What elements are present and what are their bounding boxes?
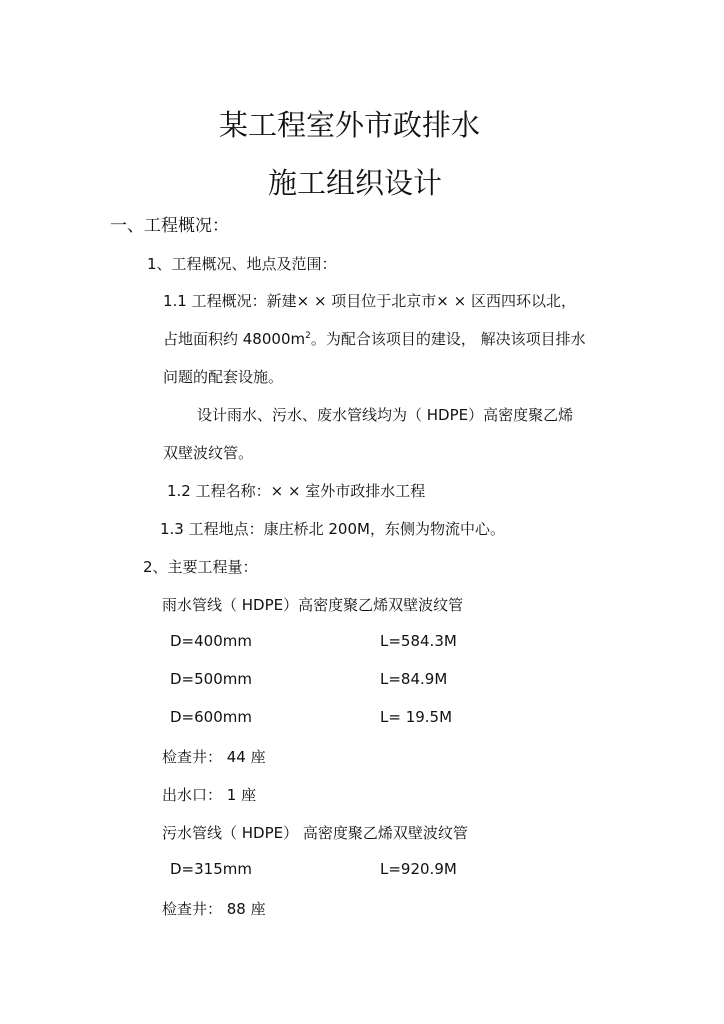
- sub2-heading: 2、主要工程量：: [143, 558, 258, 576]
- rain-row-2-length: L=84.9M: [380, 670, 448, 688]
- p11-line2: [163, 328, 586, 349]
- p11-line1: 1.1 工程概况：新建× × 项目位于北京市× × 区西四环以北，: [163, 292, 576, 310]
- p11-line2-superscript: 2: [305, 331, 311, 341]
- p11-line3: 问题的配套设施。: [163, 368, 284, 386]
- outlet-count: 出水口： 1 座: [162, 786, 257, 804]
- sewage-wells: 检查井： 88 座: [162, 900, 266, 918]
- doc-title-line1: 某工程室外市政排水: [219, 108, 481, 142]
- rain-wells: 检查井： 44 座: [162, 748, 266, 766]
- p11-line2-part-a: 占地面积约 48000m: [163, 330, 306, 348]
- rain-row-3-length: L= 19.5M: [380, 708, 453, 726]
- rain-pipe-heading: 雨水管线（ HDPE）高密度聚乙烯双壁波纹管: [162, 596, 464, 614]
- section1-heading: 一、工程概况：: [110, 216, 229, 236]
- sewage-pipe-heading: 污水管线（ HDPE） 高密度聚乙烯双壁波纹管: [162, 824, 468, 842]
- design-line1: 设计雨水、污水、废水管线均为（ HDPE）高密度聚乙烯: [197, 406, 574, 424]
- p11-line2-part-b: 。为配合该项目的建设， 解决该项目排水: [310, 330, 586, 348]
- rain-row-1-length: L=584.3M: [380, 632, 457, 650]
- rain-row-3-diameter: D=600mm: [170, 708, 252, 726]
- doc-title-line2: 施工组织设计: [268, 166, 443, 200]
- p13: 1.3 工程地点：康庄桥北 200M，东侧为物流中心。: [160, 520, 505, 538]
- sewage-row-1-diameter: D=315mm: [170, 860, 252, 878]
- sub1-heading: 1、工程概况、地点及范围：: [147, 255, 337, 273]
- p12: 1.2 工程名称：× × 室外市政排水工程: [167, 482, 426, 500]
- design-line2: 双壁波纹管。: [163, 444, 254, 462]
- sewage-row-1-length: L=920.9M: [380, 860, 457, 878]
- rain-row-1-diameter: D=400mm: [170, 632, 252, 650]
- rain-row-2-diameter: D=500mm: [170, 670, 252, 688]
